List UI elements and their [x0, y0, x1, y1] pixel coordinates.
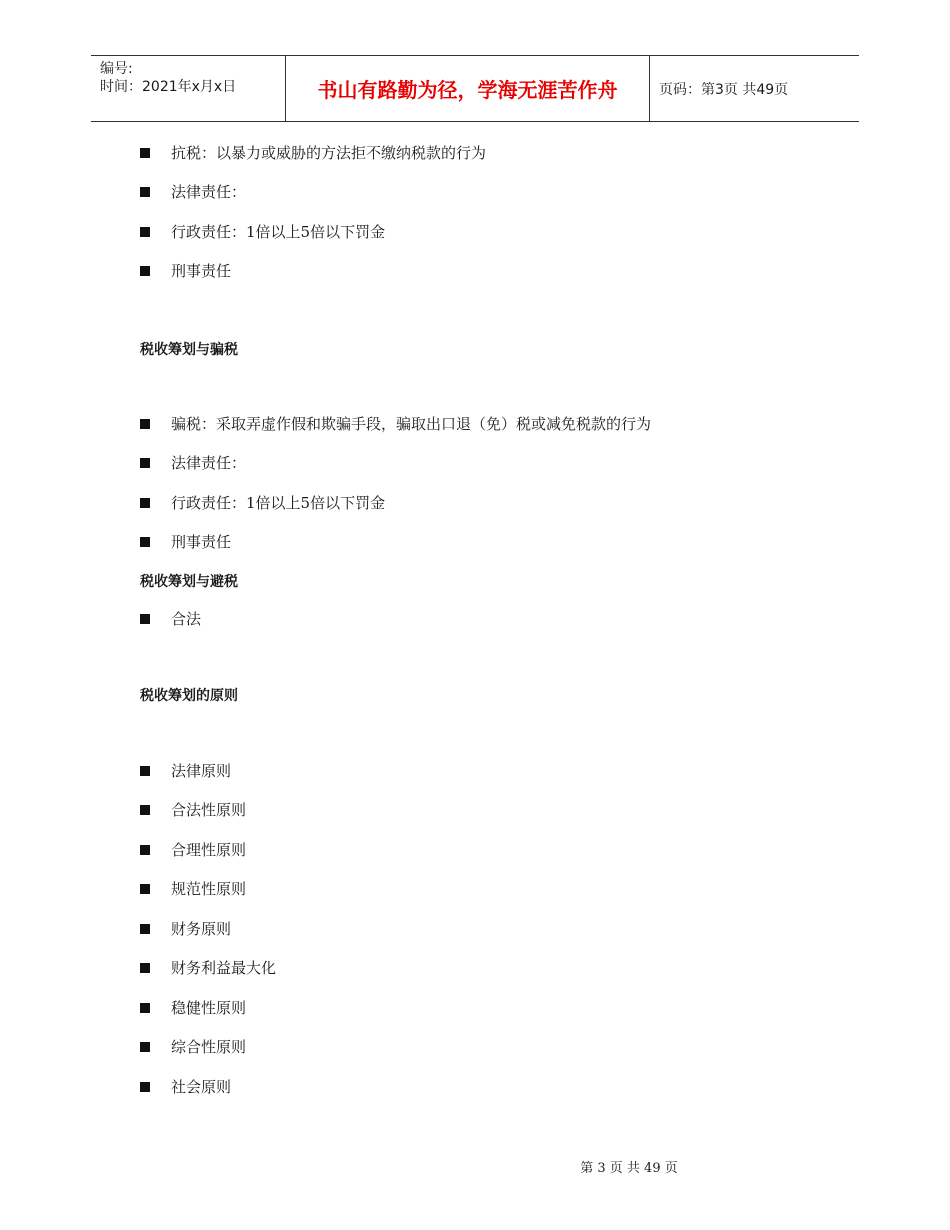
document-time-label: 时间：2021年x月x日 [100, 79, 237, 95]
list-item: 法律原则 [140, 761, 231, 781]
section-heading: 税收筹划与避税 [140, 574, 238, 590]
list-item: 骗税：采取弄虚作假和欺骗手段，骗取出口退（免）税或减免税款的行为 [140, 414, 651, 434]
list-item: 合法 [140, 609, 201, 629]
list-item: 刑事责任 [140, 261, 231, 281]
square-bullet-icon [140, 227, 150, 237]
square-bullet-icon [140, 1003, 150, 1013]
square-bullet-icon [140, 614, 150, 624]
square-bullet-icon [140, 766, 150, 776]
document-number-label: 编号: [100, 61, 133, 77]
header-page-number: 页码：第3页 共49页 [659, 81, 789, 98]
list-item: 合理性原则 [140, 840, 246, 860]
square-bullet-icon [140, 419, 150, 429]
square-bullet-icon [140, 458, 150, 468]
list-item: 行政责任：1倍以上5倍以下罚金 [140, 493, 385, 513]
square-bullet-icon [140, 963, 150, 973]
header-motto: 书山有路勤为径，学海无涯苦作舟 [286, 56, 650, 121]
section-heading: 税收筹划的原则 [140, 688, 238, 704]
list-item: 综合性原则 [140, 1037, 246, 1057]
square-bullet-icon [140, 148, 150, 158]
square-bullet-icon [140, 884, 150, 894]
list-item: 行政责任：1倍以上5倍以下罚金 [140, 222, 385, 242]
square-bullet-icon [140, 805, 150, 815]
list-item: 规范性原则 [140, 879, 246, 899]
list-item: 社会原则 [140, 1077, 231, 1097]
square-bullet-icon [140, 924, 150, 934]
section-heading: 税收筹划与骗税 [140, 342, 238, 358]
list-item: 财务原则 [140, 919, 231, 939]
square-bullet-icon [140, 187, 150, 197]
square-bullet-icon [140, 1042, 150, 1052]
list-item: 稳健性原则 [140, 998, 246, 1018]
square-bullet-icon [140, 845, 150, 855]
header-meta [91, 56, 286, 121]
page-header [91, 55, 859, 122]
list-item: 法律责任： [140, 182, 246, 202]
list-item: 抗税：以暴力或威胁的方法拒不缴纳税款的行为 [140, 143, 486, 163]
square-bullet-icon [140, 498, 150, 508]
square-bullet-icon [140, 537, 150, 547]
list-item: 合法性原则 [140, 800, 246, 820]
square-bullet-icon [140, 1082, 150, 1092]
list-item: 法律责任： [140, 453, 246, 473]
page-footer: 第 3 页 共 49 页 [580, 1161, 678, 1176]
list-item: 财务利益最大化 [140, 958, 276, 978]
square-bullet-icon [140, 266, 150, 276]
list-item: 刑事责任 [140, 532, 231, 552]
